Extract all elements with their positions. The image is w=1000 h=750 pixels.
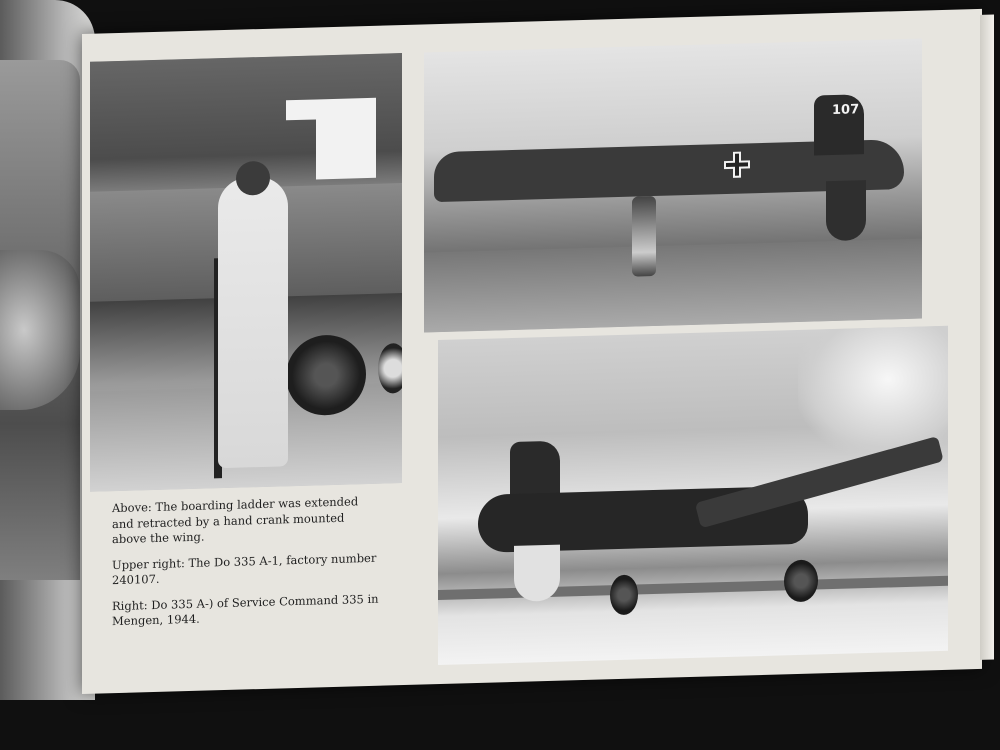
- mechanic-figure: [218, 176, 288, 468]
- main-gear-left: [610, 574, 638, 615]
- right-page: [82, 9, 982, 694]
- left-page-wing-detail: [0, 250, 80, 410]
- runway: [424, 239, 922, 333]
- photo-lower-right-do335: [438, 326, 948, 665]
- ventral-fin: [514, 545, 560, 602]
- photo-boarding-ladder: [90, 53, 402, 492]
- main-gear-right: [784, 559, 818, 602]
- cross-insignia-icon: [316, 98, 376, 180]
- photo-upper-right-do335: [424, 39, 922, 333]
- caption-above: Above: The boarding ladder was extended and retracted by a hand crank mounted above the wing.: [112, 494, 359, 547]
- left-page: [0, 0, 95, 700]
- nose-gear: [632, 196, 656, 277]
- cart-wheel: [378, 343, 402, 394]
- cross-insignia-icon: [722, 149, 752, 180]
- caption-upper-right: Upper right: The Do 335 A-1, factory number 240107.: [112, 550, 377, 588]
- page-edge: [980, 15, 994, 660]
- ventral-fin: [826, 180, 866, 241]
- caption-right: Right: Do 335 A-) of Service Command 335 in Mengen, 1944.: [112, 591, 379, 629]
- caption-block: [112, 494, 382, 640]
- tail-number: 107: [832, 102, 860, 119]
